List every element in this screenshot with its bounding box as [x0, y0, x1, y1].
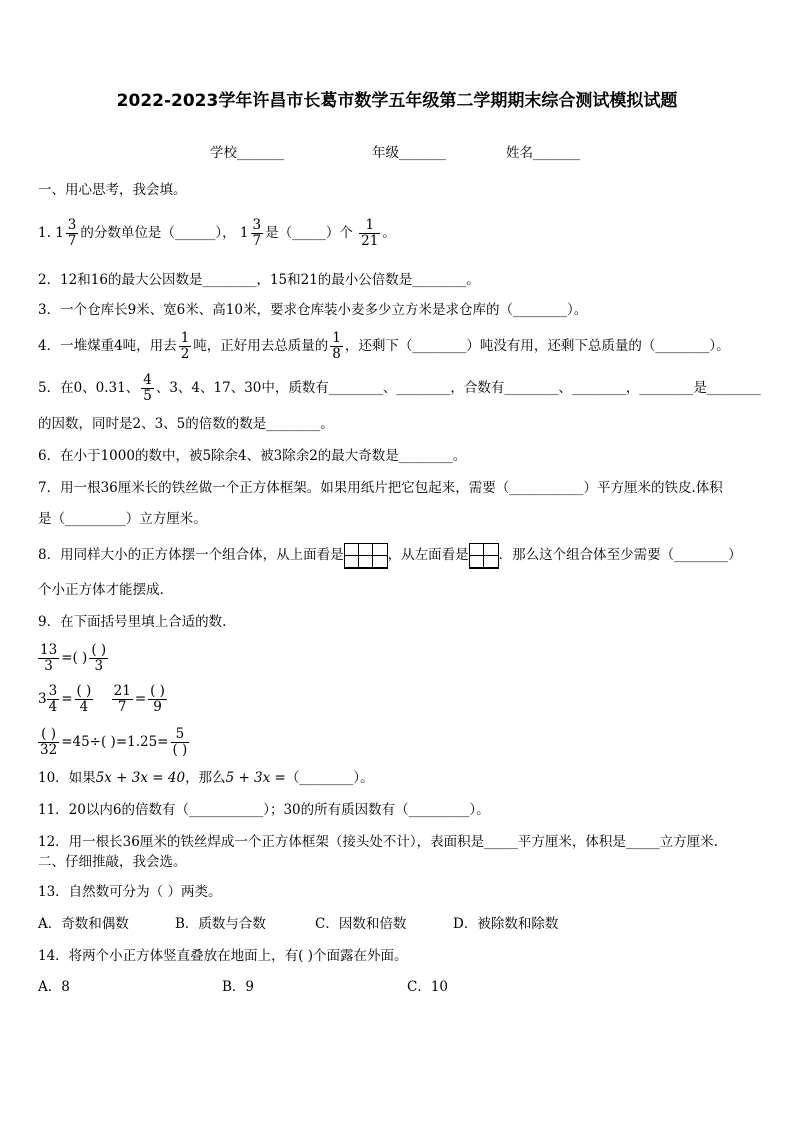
question-13: 13．自然数可分为（ ）两类。 — [38, 884, 222, 900]
fraction: $\frac{1}{2}$ — [180, 330, 190, 362]
option-13-b[interactable]: B．质数与合数 — [175, 916, 266, 932]
question-8-cont: 个小正方体才能摆成. — [38, 582, 164, 598]
question-7: 7．用一根36厘米长的铁丝做一个正方体框架。如果用纸片把它包起来，需要（___________）平方厘米的铁皮.体积 — [38, 480, 723, 496]
question-1: 1. 1 $\frac{3}{7}$ 的分数单位是（______）， 1 $\frac{3}{7}$ 是（_____）个 $\frac{1}{21}$ 。 — [38, 217, 396, 249]
question-5-cont: 的因数，同时是2、3、5的倍数的数是________。 — [38, 416, 334, 432]
school-field[interactable]: 学校_______ — [210, 145, 285, 161]
option-14-b[interactable]: B．9 — [222, 979, 255, 995]
question-12: 12．用一根长36厘米的铁丝焊成一个正方体框架（接头处不计），表面积是_____平方厘米，体积是_____立方厘米. — [38, 834, 718, 850]
question-8: 8．用同样大小的正方体摆一个组合体，从上面看是 ，从左面看是 ．那么这个组合体至少需要（________） — [38, 542, 742, 569]
section-2-heading: 二、仔细推敲，我会选。 — [38, 854, 187, 870]
section-1-heading: 一、用心思考，我会填。 — [38, 182, 187, 198]
fraction: $\frac{3}{7}$ — [67, 217, 77, 249]
option-13-c[interactable]: C．因数和倍数 — [315, 916, 407, 932]
question-4: 4．一堆煤重4吨，用去 $\frac{1}{2}$ 吨，正好用去总质量的 $\frac{1}{8}$ ，还剩下（________）吨没有用，还剩下总质量的（________）。 — [38, 330, 730, 362]
question-9: 9．在下面括号里填上合适的数. — [38, 614, 227, 630]
question-2: 2．12和16的最大公因数是________，15和21的最小公倍数是________。 — [38, 272, 480, 288]
page-title: 2022-2023学年许昌市长葛市数学五年级第二学期期末综合测试模拟试题 — [116, 91, 678, 111]
top-view-grid-icon — [344, 543, 388, 569]
question-11: 11．20以内6的倍数有（___________）；30的所有质因数有（_________）。 — [38, 802, 490, 818]
name-field[interactable]: 姓名_______ — [506, 145, 581, 161]
question-7-cont: 是（_________）立方厘米。 — [38, 511, 207, 527]
left-view-grid-icon — [469, 543, 499, 569]
fraction: $\frac{1}{8}$ — [332, 330, 341, 362]
question-9-row-2: 3 $\frac{3}{4}$ = $\frac{( )}{4}$ $\frac{21}{7}$ = $\frac{( )}{9}$ — [38, 683, 165, 715]
question-9-row-3: $\frac{( )}{32}$ =45÷( )=1.25= $\frac{5}{( )}$ — [40, 726, 188, 758]
fraction: $\frac{3}{7}$ — [252, 217, 262, 249]
question-3: 3．一个仓库长9米、宽6米、高10米，要求仓库装小麦多少立方米是求仓库的（________）。 — [38, 302, 588, 318]
grade-field[interactable]: 年级_______ — [372, 145, 447, 161]
option-14-c[interactable]: C．10 — [407, 979, 449, 995]
question-6: 6．在小于1000的数中，被5除余4、被3除余2的最大奇数是________。 — [38, 448, 467, 464]
question-10: 10．如果5x + 3x = 40，那么5 + 3x =（________）。 — [38, 770, 374, 786]
option-13-a[interactable]: A．奇数和偶数 — [38, 916, 129, 932]
question-14: 14．将两个小正方体竖直叠放在地面上，有( )个面露在外面。 — [38, 948, 408, 964]
question-5: 5．在0、0.31、 $\frac{4}{5}$ 、3、4、17、30中，质数有________、________，合数有________、________，________是________ — [38, 372, 761, 404]
fraction: $\frac{4}{5}$ — [143, 372, 152, 404]
question-9-row-1: $\frac{13}{3}$ =( ) $\frac{( )}{3}$ — [40, 642, 107, 674]
option-13-d[interactable]: D．被除数和除数 — [453, 916, 559, 932]
option-14-a[interactable]: A．8 — [38, 979, 70, 995]
fraction: $\frac{1}{21}$ — [361, 217, 379, 249]
